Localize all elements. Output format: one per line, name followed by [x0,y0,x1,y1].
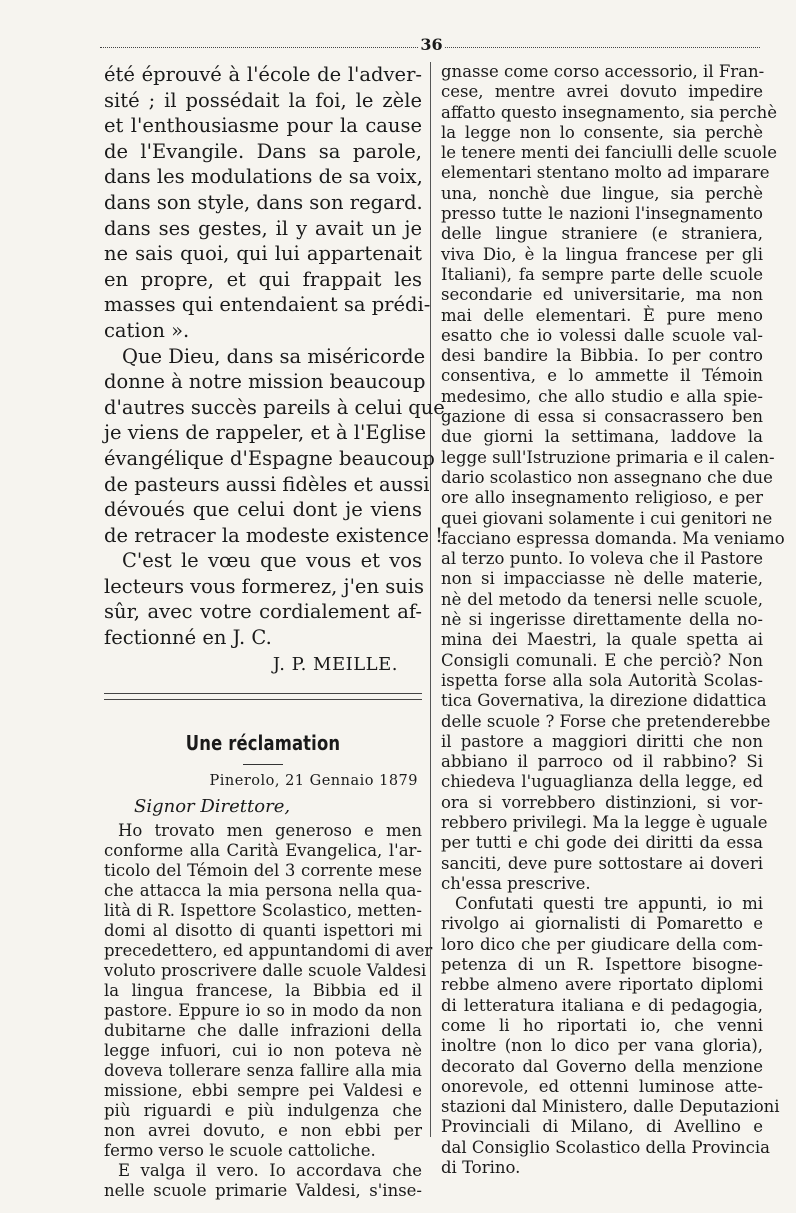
text-line: ch'essa prescrive. [441,873,591,893]
french-letter-ending [104,62,445,651]
text-line: ora si vorrebbero distinzioni, si vor- [441,792,763,812]
column-divider [430,62,431,1137]
text-line: dario scolastico non assegnano che due [441,467,773,487]
text-line: cese, mentre avrei dovuto impedire [441,82,763,102]
text-line: dans son style, dans son regard. [104,190,423,214]
text-line: lità di R. Ispettore Scolastico, metten- [104,900,422,920]
text-line: per tutti e chi gode dei diritti da essa [441,833,763,853]
text-line: al terzo punto. Io voleva che il Pastore [441,549,763,569]
text-line: desi bandire la Bibbia. Io per contro [441,346,763,366]
text-line: nè del metodo da tenersi nelle scuole, [441,589,763,609]
text-line: facciano espressa domanda. Ma veniamo [441,528,785,548]
text-line: domi al disotto di quanti ispettori mi [104,920,422,940]
text-line: dans ses gestes, il y avait un je [104,216,422,240]
text-line: precedettero, ed appuntandomi di aver [104,940,433,960]
text-line: il pastore a maggiori diritti che non [441,731,763,751]
text-line: rivolgo ai giornalisti di Pomaretto e [441,914,763,934]
text-line: inoltre (non lo dico per vana gloria), [441,1036,763,1056]
text-line: Italiani), fa sempre parte delle scuole [441,264,763,284]
text-line: sûr, avec votre cordialement af- [104,600,422,624]
italian-letter-start [104,820,433,1201]
text-line: de l'Evangile. Dans sa parole, [104,139,422,163]
text-line: je viens de rappeler, et à l'Eglise [104,421,427,445]
text-line: d'autres succès pareils à celui que [104,395,445,419]
text-line: pastore. Eppure io so in modo da non [104,1000,422,1020]
text-line: Ho trovato men generoso e men [118,820,422,840]
text-line: dévoués que celui dont je viens [104,498,422,522]
text-line: rebbero privilegi. Ma la legge è uguale [441,812,768,832]
text-line: abbiano il parroco od il rabbino? Si [441,752,763,772]
text-line: dans les modulations de sa voix, [104,165,423,189]
text-line: cation ». [104,318,190,342]
text-line: onorevole, ed ottenni luminose atte- [441,1076,763,1096]
text-line: non si impacciasse nè delle materie, [441,569,763,589]
text-line: Confutati questi tre appunti, io mi [455,894,763,914]
text-line: due giorni la settimana, laddove la [441,427,763,447]
text-line: de pasteurs aussi fidèles et aussi [104,472,430,496]
text-line: mai delle elementari. È pure meno [441,305,763,325]
text-line: gnasse come corso accessorio, il Fran- [441,62,765,81]
text-line: loro dico che per giudicare della com- [441,934,763,954]
header-rule-right [445,47,760,48]
text-line: una, nonchè due lingue, sia perchè [441,183,763,203]
text-line: et l'enthousiasme pour la cause [104,114,422,138]
text-line: voluto proscrivere dalle scuole Valdesi [104,960,427,980]
text-line: come li ho riportati io, che venni [441,1015,763,1035]
text-line: consentiva, e lo ammette il Témoin [441,366,763,386]
text-line: affatto questo insegnamento, sia perchè [441,102,777,122]
text-line: gazione di essa si consacrassero ben [441,407,763,427]
text-line: stazioni dal Ministero, dalle Deputazioni [441,1097,780,1117]
text-line: delle scuole ? Forse che pretenderebbe [441,711,771,731]
text-line: donne à notre mission beaucoup [104,370,426,394]
text-line: che attacca la mia persona nella qua- [104,880,422,900]
header-rule-left [100,47,418,48]
text-line: nelle scuole primarie Valdesi, s'inse- [104,1180,422,1200]
text-line: elementari stentano molto ad imparare [441,163,770,183]
text-line: Provinciali di Milano, di Avellino e [441,1117,763,1137]
text-line: petenza di un R. Ispettore bisogne- [441,955,763,975]
dateline: Pinerolo, 21 Gennaio 1879 [209,772,418,789]
text-line: la legge non lo consente, sia perchè [441,122,763,142]
text-line: esatto che io volessi dalle scuole val- [441,325,763,345]
text-line: en propre, et qui frappait les [104,267,422,291]
text-line: évangélique d'Espagne beaucoup [104,446,435,470]
text-line: presso tutte le nazioni l'insegnamento [441,204,763,224]
text-line: sanciti, deve pure sottostare ai doveri [441,853,763,873]
left-column [104,62,445,1201]
text-line: de retracer la modeste existence ! [104,523,443,547]
text-line: le tenere menti dei fanciulli delle scuole [441,143,778,163]
text-line: missione, ebbi sempre pei Valdesi e [104,1080,422,1100]
section-title: Une réclamation [185,730,341,755]
text-line: mina dei Maestri, la quale spetta ai [441,630,763,650]
text-line: été éprouvé à l'école de l'adver- [104,63,422,86]
text-line: ispetta forse alla sola Autorità Scolas- [441,670,763,690]
section-divider [104,693,422,700]
text-line: dal Consiglio Scolastico della Provincia [441,1137,771,1157]
text-line: ticolo del Témoin del 3 corrente mese [104,860,422,880]
text-line: nè si ingerisse direttamente della no- [441,610,763,630]
text-line: Consigli comunali. E che perciò? Non [441,650,763,670]
text-line: legge infuori, cui io non poteva nè [104,1040,422,1060]
text-line: fectionné en J. C. [104,626,272,650]
text-line: tica Governativa, la direzione didattica [441,691,767,711]
text-line: lecteurs vous formerez, j'en suis [104,574,425,598]
page-number: 36 [420,35,443,54]
right-column [441,62,785,1178]
text-line: ne sais quoi, qui lui appartenait [104,242,422,266]
text-line: secondarie ed universitarie, ma non [441,285,763,305]
text-line: conforme alla Carità Evangelica, l'ar- [104,840,422,860]
text-line: medesimo, che allo studio e alla spie- [441,386,763,406]
text-line: E valga il vero. Io accordava che [118,1160,422,1180]
text-line: più riguardi e più indulgenza che [104,1100,422,1120]
text-line: doveva tollerare senza fallire alla mia [104,1060,422,1080]
text-line: ore allo insegnamento religioso, e per [441,488,763,508]
text-line: fermo verso le scuole cattoliche. [104,1140,376,1160]
title-rule [243,764,283,765]
text-line: decorato dal Governo della menzione [441,1056,763,1076]
page-header [100,35,760,57]
text-line: Que Dieu, dans sa miséricorde [122,344,426,368]
text-line: viva Dio, è la lingua francese per gli [441,244,763,264]
text-line: rebbe almeno avere riportato diplomi [441,975,763,995]
text-line: di Torino. [441,1158,521,1178]
text-line: dubitarne che dalle infrazioni della [104,1020,422,1040]
text-line: non avrei dovuto, e non ebbi per [104,1120,422,1140]
text-line: la lingua francese, la Bibbia ed il [104,980,422,1000]
signature: J. P. MEILLE. [272,653,398,675]
text-line: C'est le vœu que vous et vos [122,549,422,573]
text-line: delle lingue straniere (e straniera, [441,224,763,244]
salutation: Signor Direttore, [134,795,291,817]
text-line: quei giovani solamente i cui genitori ne [441,508,773,528]
text-line: di letteratura italiana e di pedagogia, [441,995,763,1015]
text-line: legge sull'Istruzione primaria e il calen- [441,447,775,467]
text-line: sité ; il possédait la foi, le zèle [104,88,422,112]
text-line: masses qui entendaient sa prédi- [104,293,431,317]
text-line: chiedeva l'uguaglianza della legge, ed [441,772,763,792]
